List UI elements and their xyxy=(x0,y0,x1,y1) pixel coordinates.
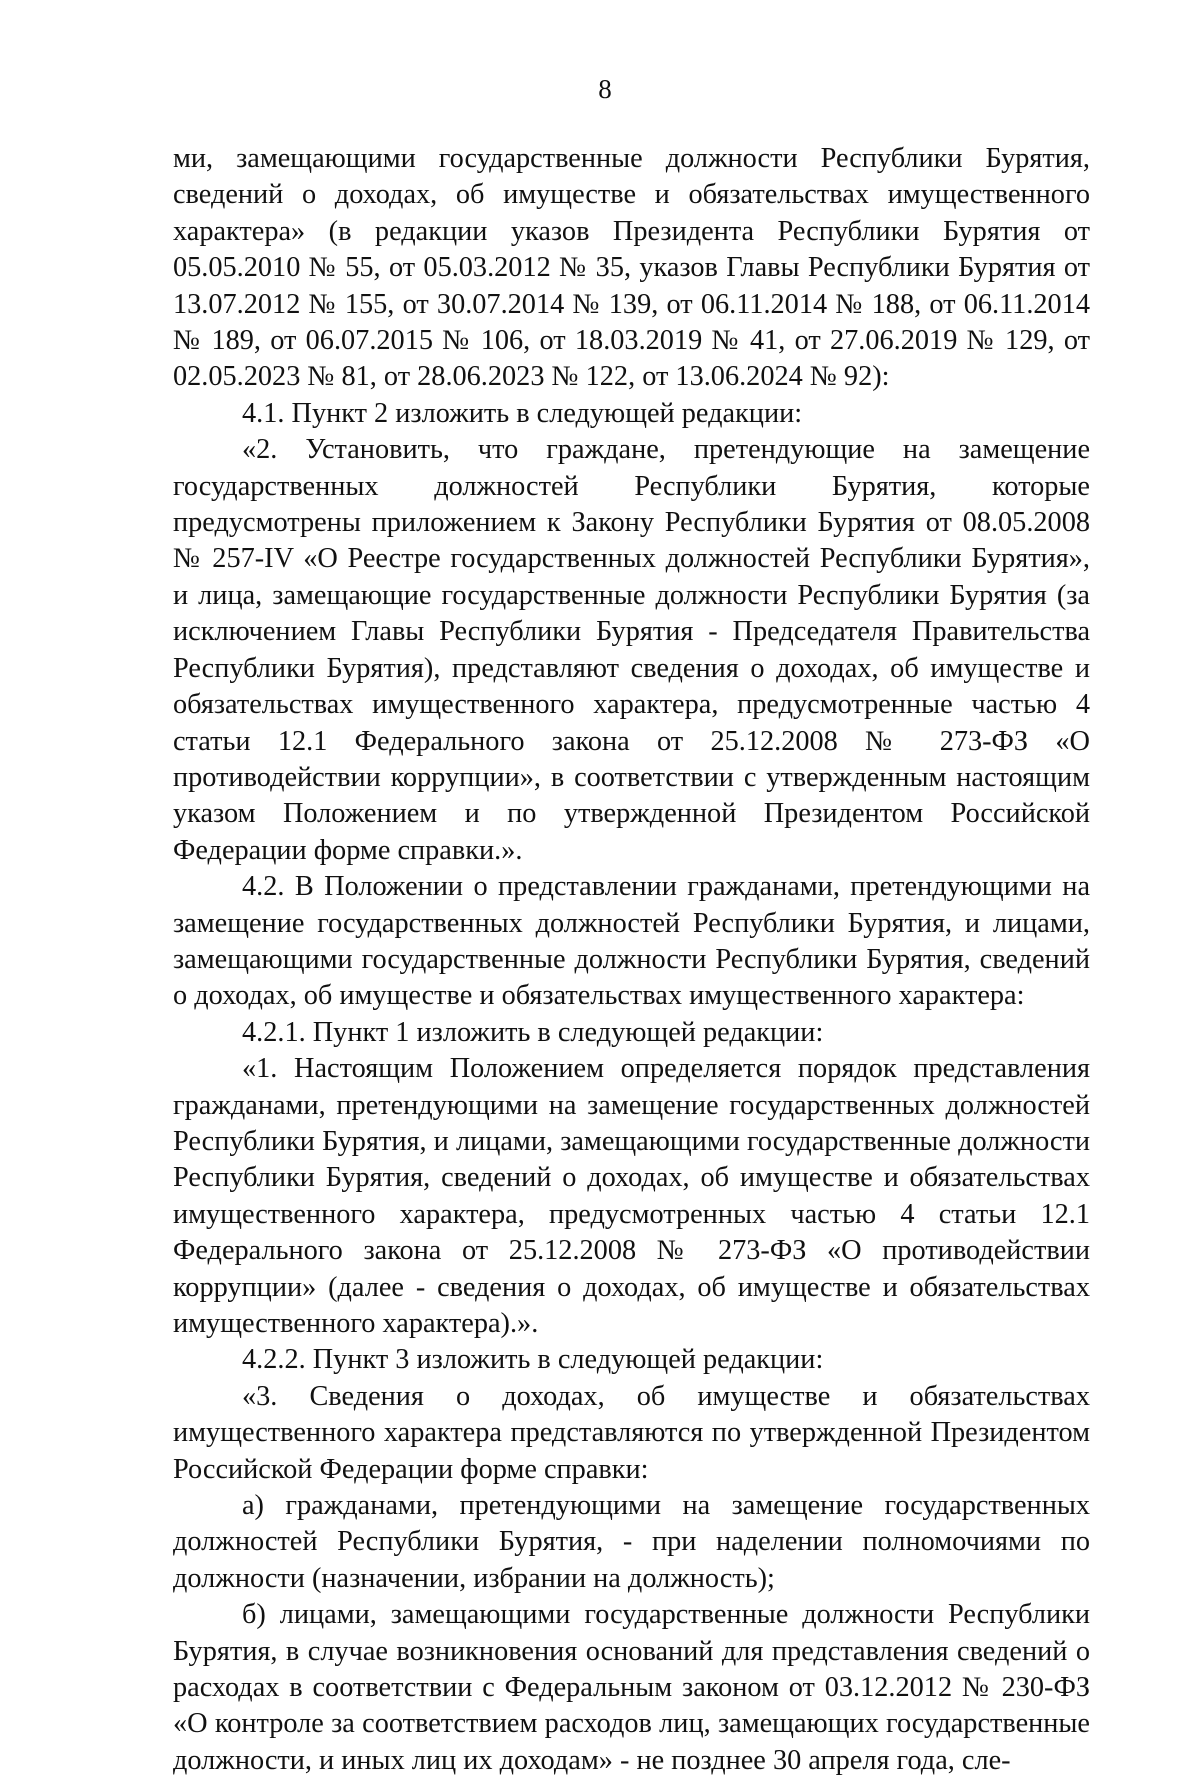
paragraph-item-4-2-1: 4.2.1. Пункт 1 изложить в следующей редакции: xyxy=(242,1016,824,1048)
document-body xyxy=(173,141,1090,1779)
list-item-a: а) гражданами, претендующими на замещение государственных должностей Республики Бурятия, - при наделении полномочиями по должности (назначении, избрании на должность); xyxy=(173,1490,1090,1594)
paragraph-item-4-1: 4.1. Пункт 2 изложить в следующей редакции: xyxy=(242,397,803,429)
paragraph-quote-2: «2. Установить, что граждане, претендующие на замещение государственных должностей Республики Бурятия, которые предусмотрены приложением к Закону Республики Бурятия от 08.05.2008 № 257-IV «О Реестре государственных должностей Республики Бурятия», и лица, замещающие государственные должности Республики Бурятия (за исключением Главы Республики Бурятия - Председателя Правительства Республики Бурятия), представляют сведения о доходах, об имуществе и обязательствах имущественного характера, предусмотренные частью 4 статьи 12.1 Федерального закона от 25.12.2008 № 273-ФЗ «О противодействии коррупции», в соответствии с утвержденным настоящим указом Положением и по утвержденной Президентом Российской Федерации форме справки.». xyxy=(173,434,1090,866)
paragraph-item-4-2-2: 4.2.2. Пункт 3 изложить в следующей редакции: xyxy=(242,1344,824,1376)
paragraph-item-4-2: 4.2. В Положении о представлении гражданами, претендующими на замещение государственных должностей Республики Бурятия, и лицами, замещающими государственные должности Республики Бурятия, сведений о доходах, об имуществе и обязательствах имущественного характера: xyxy=(173,871,1090,1012)
list-item-b: б) лицами, замещающими государственные должности Республики Бурятия, в случае возникновения оснований для представления сведений о расходах в соответствии с Федеральным законом от 03.12.2012 № 230-ФЗ «О контроле за соответствием расходов лиц, замещающих государственные должности, и иных лиц их доходам» - не позднее 30 апреля года, сле- xyxy=(173,1599,1090,1776)
paragraph-quote-1: «1. Настоящим Положением определяется порядок представления гражданами, претендующими на замещение государственных должностей Республики Бурятия, и лицами, замещающими государственные должности Республики Бурятия, сведений о доходах, об имуществе и обязательствах имущественного характера, предусмотренных частью 4 статьи 12.1 Федерального закона от 25.12.2008 № 273-ФЗ «О противодействии коррупции» (далее - сведения о доходах, об имуществе и обязательствах имущественного характера).». xyxy=(173,1053,1090,1339)
paragraph-quote-3: «3. Сведения о доходах, об имуществе и обязательствах имущественного характера представляются по утвержденной Президентом Российской Федерации форме справки: xyxy=(173,1380,1090,1485)
page-number: 8 xyxy=(598,74,612,104)
paragraph-continuation: ми, замещающими государственные должности Республики Бурятия, сведений о доходах, об имуществе и обязательствах имущественного характера» (в редакции указов Президента Республики Бурятия от 05.05.2010 № 55, от 05.03.2012 № 35, указов Главы Республики Бурятия от 13.07.2012 № 155, от 30.07.2014 № 139, от 06.11.2014 № 188, от 06.11.2014 № 189, от 06.07.2015 № 106, от 18.03.2019 № 41, от 27.06.2019 № 129, от 02.05.2023 № 81, от 28.06.2023 № 122, от 13.06.2024 № 92): xyxy=(173,143,1090,393)
